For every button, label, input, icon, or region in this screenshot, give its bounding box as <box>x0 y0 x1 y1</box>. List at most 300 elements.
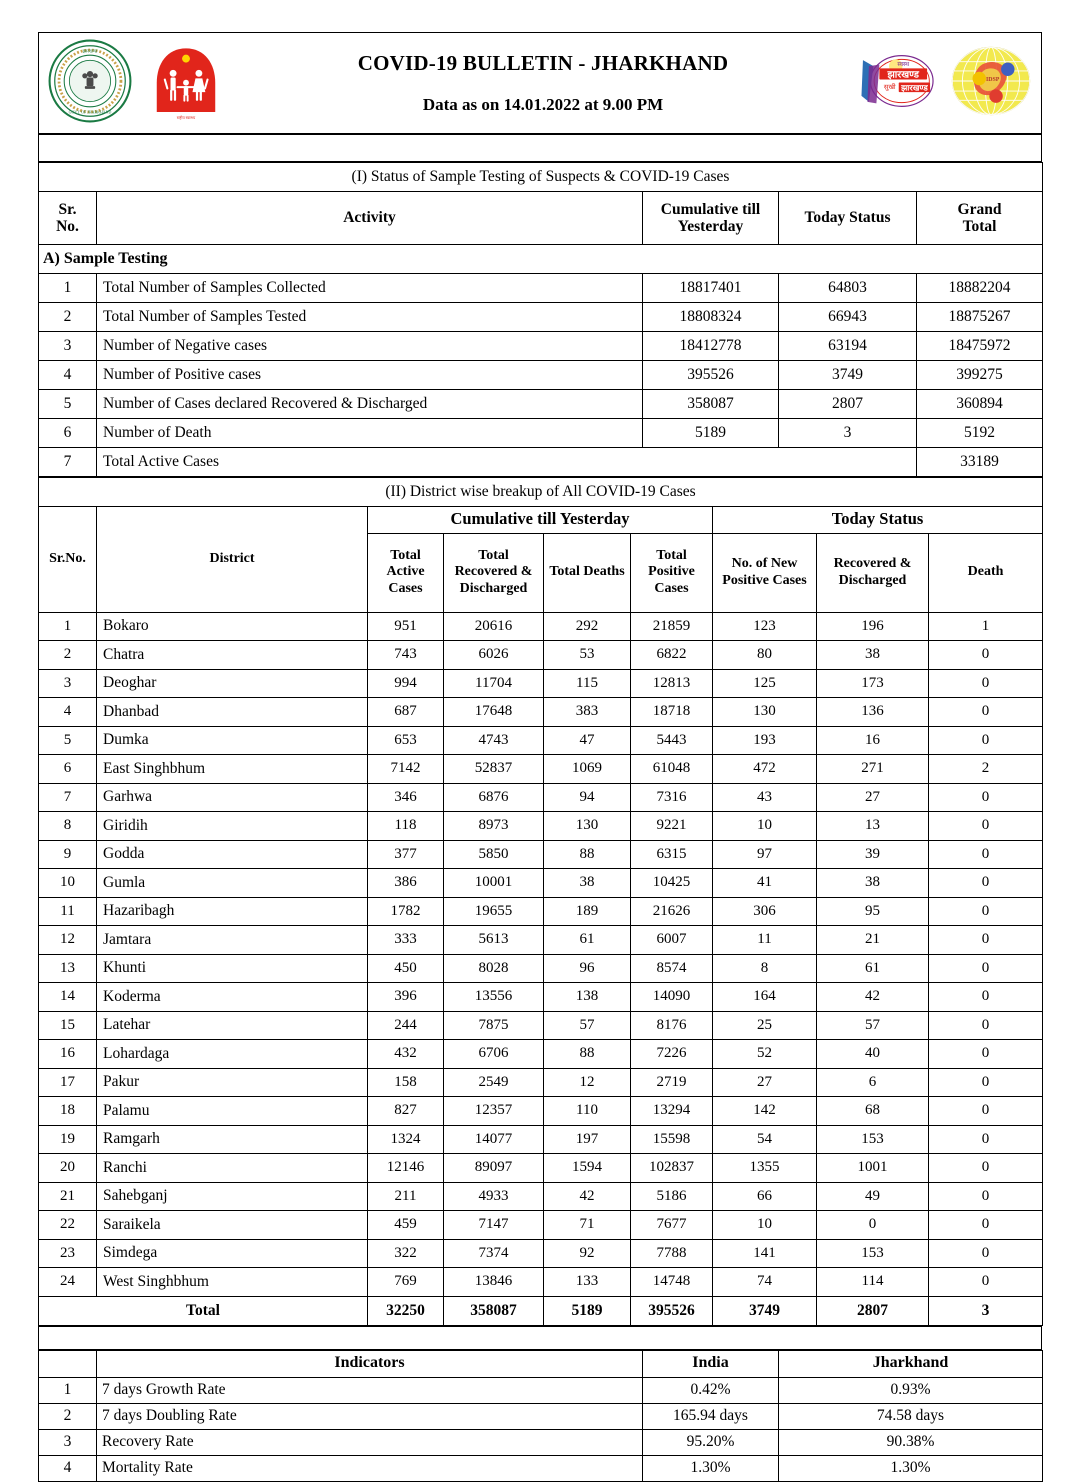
row-death-today: 0 <box>929 1239 1043 1268</box>
row-district-name: Lohardaga <box>97 1040 368 1069</box>
row-sr-no: 21 <box>39 1182 97 1211</box>
row-recovered-discharged-today: 153 <box>817 1125 929 1154</box>
table-row <box>39 274 1043 303</box>
row-jharkhand-value: 0.93% <box>779 1377 1043 1403</box>
row-total-active-cases: 653 <box>368 726 444 755</box>
row-grand-total: 5192 <box>917 419 1043 448</box>
row-total-positive-cases: 7677 <box>631 1211 713 1240</box>
row-sr-no: 1 <box>39 612 97 641</box>
row-new-positive-cases: 43 <box>713 783 817 812</box>
row-total-positive-cases: 6822 <box>631 641 713 670</box>
svg-text:राष्ट्रीय स्वास्थ्य: राष्ट्रीय स्वास्थ्य <box>176 115 196 120</box>
bulletin-title: COVID-19 BULLETIN - JHARKHAND <box>357 51 729 76</box>
row-sr-no: 14 <box>39 983 97 1012</box>
row-sr-no: 16 <box>39 1040 97 1069</box>
row-total-deaths: 38 <box>544 869 631 898</box>
group-header-today: Today Status <box>713 506 1043 533</box>
row-total-active-cases: 687 <box>368 698 444 727</box>
col-header-today-status: Today Status <box>779 192 917 245</box>
cumulative-line1: Cumulative till <box>660 200 761 218</box>
row-death-today: 0 <box>929 1268 1043 1297</box>
district-breakup-table <box>38 477 1043 1326</box>
row-total-positive-cases: 21859 <box>631 612 713 641</box>
row-indicator-name: 7 days Growth Rate <box>97 1377 643 1403</box>
gap-cell <box>39 1326 1042 1349</box>
row-new-positive-cases: 142 <box>713 1097 817 1126</box>
row-sr-no: 3 <box>39 332 97 361</box>
row-sr-no: 10 <box>39 869 97 898</box>
right-logo-group <box>857 39 1033 128</box>
row-total-deaths: 92 <box>544 1239 631 1268</box>
row-total-deaths: 96 <box>544 954 631 983</box>
section1-title-row <box>39 163 1043 192</box>
row-recovered-discharged-today: 1001 <box>817 1154 929 1183</box>
govt-jharkhand-emblem-logo <box>47 38 133 129</box>
row-district-name: Simdega <box>97 1239 368 1268</box>
col-header-sr-no: Sr.No. <box>39 506 97 612</box>
row-total-recovered-discharged: 89097 <box>444 1154 544 1183</box>
row-total-recovered-discharged: 6876 <box>444 783 544 812</box>
row-total-recovered-discharged: 13556 <box>444 983 544 1012</box>
table-row <box>39 641 1043 670</box>
row-total-deaths: 1069 <box>544 755 631 784</box>
row-indicator-name: 7 days Doubling Rate <box>97 1403 643 1429</box>
table-row <box>39 812 1043 841</box>
row-today: 2807 <box>779 390 917 419</box>
row-grand-total: 399275 <box>917 361 1043 390</box>
row-total-deaths: 115 <box>544 669 631 698</box>
total-recovered: 358087 <box>444 1296 544 1325</box>
row-activity: Total Number of Samples Collected <box>97 274 643 303</box>
row-grand-total: 18882204 <box>917 274 1043 303</box>
row-total-active-cases: 432 <box>368 1040 444 1069</box>
row-total-deaths: 57 <box>544 1011 631 1040</box>
col-header-cumulative <box>643 192 779 245</box>
row-total-positive-cases: 18718 <box>631 698 713 727</box>
table-row <box>39 726 1043 755</box>
row-total-active-cases: 7142 <box>368 755 444 784</box>
row-recovered-discharged-today: 271 <box>817 755 929 784</box>
district-total-row <box>39 1296 1043 1325</box>
col-header-recovered-discharged-today: Recovered & Discharged <box>817 533 929 612</box>
row-total-deaths: 383 <box>544 698 631 727</box>
row-sr-no: 7 <box>39 783 97 812</box>
row-total-active-cases: 377 <box>368 840 444 869</box>
row-india-value: 95.20% <box>643 1429 779 1455</box>
row-total-active-cases: 118 <box>368 812 444 841</box>
table-row-total-active <box>39 448 1043 477</box>
row-total-positive-cases: 14090 <box>631 983 713 1012</box>
row-death-today: 0 <box>929 1125 1043 1154</box>
table-row <box>39 698 1043 727</box>
row-jharkhand-value: 74.58 days <box>779 1403 1043 1429</box>
row-total-recovered-discharged: 20616 <box>444 612 544 641</box>
total-new-positive: 3749 <box>713 1296 817 1325</box>
row-sr-no: 1 <box>39 1377 97 1403</box>
table-row <box>39 1403 1043 1429</box>
row-new-positive-cases: 41 <box>713 869 817 898</box>
row-total-deaths: 42 <box>544 1182 631 1211</box>
row-sr-no: 3 <box>39 669 97 698</box>
row-new-positive-cases: 52 <box>713 1040 817 1069</box>
row-total-positive-cases: 21626 <box>631 897 713 926</box>
row-district-name: Palamu <box>97 1097 368 1126</box>
table-row <box>39 755 1043 784</box>
row-total-recovered-discharged: 2549 <box>444 1068 544 1097</box>
table-row <box>39 1429 1043 1455</box>
table-row <box>39 954 1043 983</box>
row-death-today: 0 <box>929 783 1043 812</box>
row-cumulative: 18817401 <box>643 274 779 303</box>
row-new-positive-cases: 193 <box>713 726 817 755</box>
row-sr-no: 3 <box>39 1429 97 1455</box>
col-header-grand-total <box>917 192 1043 245</box>
row-death-today: 0 <box>929 954 1043 983</box>
total-active: 32250 <box>368 1296 444 1325</box>
row-sr-no: 17 <box>39 1068 97 1097</box>
row-new-positive-cases: 130 <box>713 698 817 727</box>
row-death-today: 0 <box>929 698 1043 727</box>
row-total-deaths: 61 <box>544 926 631 955</box>
table-row <box>39 1268 1043 1297</box>
row-today: 3 <box>779 419 917 448</box>
row-district-name: East Singhbhum <box>97 755 368 784</box>
row-total-positive-cases: 13294 <box>631 1097 713 1126</box>
row-new-positive-cases: 306 <box>713 897 817 926</box>
col-header-indicators: Indicators <box>97 1350 643 1377</box>
row-sr-no: 22 <box>39 1211 97 1240</box>
row-recovered-discharged-today: 173 <box>817 669 929 698</box>
row-sr-no: 19 <box>39 1125 97 1154</box>
row-total-deaths: 1594 <box>544 1154 631 1183</box>
section2-title-row <box>39 478 1043 507</box>
group-header-cumulative: Cumulative till Yesterday <box>368 506 713 533</box>
table-row <box>39 897 1043 926</box>
row-new-positive-cases: 80 <box>713 641 817 670</box>
row-sr-no: 2 <box>39 303 97 332</box>
row-total-recovered-discharged: 6706 <box>444 1040 544 1069</box>
left-logo-group <box>47 38 229 129</box>
row-total-deaths: 189 <box>544 897 631 926</box>
row-new-positive-cases: 97 <box>713 840 817 869</box>
row-district-name: Saraikela <box>97 1211 368 1240</box>
row-sr-no: 18 <box>39 1097 97 1126</box>
row-district-name: Hazaribagh <box>97 897 368 926</box>
section1-subheading-row <box>39 245 1043 274</box>
row-total-recovered-discharged: 7147 <box>444 1211 544 1240</box>
row-new-positive-cases: 10 <box>713 812 817 841</box>
row-district-name: Dhanbad <box>97 698 368 727</box>
row-sr-no: 9 <box>39 840 97 869</box>
header-title-block <box>229 51 857 115</box>
row-total-deaths: 47 <box>544 726 631 755</box>
col-header-total-deaths: Total Deaths <box>544 533 631 612</box>
table-row <box>39 1068 1043 1097</box>
row-total-recovered-discharged: 10001 <box>444 869 544 898</box>
table-row <box>39 669 1043 698</box>
row-recovered-discharged-today: 95 <box>817 897 929 926</box>
row-district-name: Ranchi <box>97 1154 368 1183</box>
row-cumulative: 18412778 <box>643 332 779 361</box>
row-death-today: 0 <box>929 983 1043 1012</box>
row-total-recovered-discharged: 6026 <box>444 641 544 670</box>
row-total-deaths: 71 <box>544 1211 631 1240</box>
sr-no-line2: No. <box>56 218 79 235</box>
row-total-recovered-discharged: 8028 <box>444 954 544 983</box>
row-death-today: 0 <box>929 1154 1043 1183</box>
row-today: 3749 <box>779 361 917 390</box>
row-recovered-discharged-today: 16 <box>817 726 929 755</box>
row-sr-no: 2 <box>39 1403 97 1429</box>
row-death-today: 2 <box>929 755 1043 784</box>
row-new-positive-cases: 25 <box>713 1011 817 1040</box>
row-total-positive-cases: 102837 <box>631 1154 713 1183</box>
row-total-deaths: 130 <box>544 812 631 841</box>
row-sr-no: 24 <box>39 1268 97 1297</box>
row-sr-no: 13 <box>39 954 97 983</box>
table-row <box>39 332 1043 361</box>
row-recovered-discharged-today: 27 <box>817 783 929 812</box>
row-total-positive-cases: 10425 <box>631 869 713 898</box>
row-total-recovered-discharged: 5613 <box>444 926 544 955</box>
row-total-active-cases: 322 <box>368 1239 444 1268</box>
row-new-positive-cases: 10 <box>713 1211 817 1240</box>
row-recovered-discharged-today: 6 <box>817 1068 929 1097</box>
table-row <box>39 869 1043 898</box>
svg-text:झारखण्ड: झारखण्ड <box>887 69 919 81</box>
row-district-name: Koderma <box>97 983 368 1012</box>
row-death-today: 0 <box>929 897 1043 926</box>
row-total-deaths: 53 <box>544 641 631 670</box>
svg-text:IDSP: IDSP <box>986 76 1000 83</box>
row-death-today: 0 <box>929 1211 1043 1240</box>
row-total-active-cases: 951 <box>368 612 444 641</box>
row-total-positive-cases: 8176 <box>631 1011 713 1040</box>
table-row <box>39 840 1043 869</box>
row-new-positive-cases: 141 <box>713 1239 817 1268</box>
row-death-today: 0 <box>929 926 1043 955</box>
table-row <box>39 1455 1043 1481</box>
row-sr-no: 2 <box>39 641 97 670</box>
row-activity: Total Number of Samples Tested <box>97 303 643 332</box>
row-total-recovered-discharged: 19655 <box>444 897 544 926</box>
row-district-name: Jamtara <box>97 926 368 955</box>
header-banner <box>39 33 1042 134</box>
total-label: Total <box>39 1296 368 1325</box>
row-sr-no: 15 <box>39 1011 97 1040</box>
svg-text:सुखी: सुखी <box>883 83 896 91</box>
col-header-activity: Activity <box>97 192 643 245</box>
row-recovered-discharged-today: 40 <box>817 1040 929 1069</box>
table-row <box>39 926 1043 955</box>
row-total-deaths: 94 <box>544 783 631 812</box>
row-total-recovered-discharged: 14077 <box>444 1125 544 1154</box>
row-grand-total: 18475972 <box>917 332 1043 361</box>
row-total-positive-cases: 7226 <box>631 1040 713 1069</box>
row-total-deaths: 197 <box>544 1125 631 1154</box>
row-indicator-name: Mortality Rate <box>97 1455 643 1481</box>
row-death-today: 0 <box>929 726 1043 755</box>
row-district-name: Giridih <box>97 812 368 841</box>
row-cumulative: 18808324 <box>643 303 779 332</box>
row-activity: Number of Positive cases <box>97 361 643 390</box>
row-recovered-discharged-today: 39 <box>817 840 929 869</box>
row-recovered-discharged-today: 42 <box>817 983 929 1012</box>
row-death-today: 0 <box>929 669 1043 698</box>
row-total-active-cases: 158 <box>368 1068 444 1097</box>
row-total-active-cases: 1324 <box>368 1125 444 1154</box>
header-table <box>38 32 1042 134</box>
table-row <box>39 390 1043 419</box>
row-total-positive-cases: 15598 <box>631 1125 713 1154</box>
table-row <box>39 1040 1043 1069</box>
row-total-active-cases: 459 <box>368 1211 444 1240</box>
row-total-positive-cases: 7788 <box>631 1239 713 1268</box>
header-spacer-table <box>38 134 1042 162</box>
svg-text:GOVT. OF JHARKHAND: GOVT. OF JHARKHAND <box>68 109 112 115</box>
row-total-recovered-discharged: 13846 <box>444 1268 544 1297</box>
total-recovered-today: 2807 <box>817 1296 929 1325</box>
row-cumulative: 358087 <box>643 390 779 419</box>
row-total-recovered-discharged: 7875 <box>444 1011 544 1040</box>
national-health-mission-logo <box>143 38 229 129</box>
grand-line2: Total <box>962 218 997 235</box>
row-recovered-discharged-today: 57 <box>817 1011 929 1040</box>
row-total-recovered-discharged: 8973 <box>444 812 544 841</box>
row-total-positive-cases: 2719 <box>631 1068 713 1097</box>
row-recovered-discharged-today: 196 <box>817 612 929 641</box>
row-total-positive-cases: 7316 <box>631 783 713 812</box>
row-activity: Number of Negative cases <box>97 332 643 361</box>
row-district-name: Garhwa <box>97 783 368 812</box>
table-row <box>39 1097 1043 1126</box>
row-total-positive-cases: 14748 <box>631 1268 713 1297</box>
row-death-today: 0 <box>929 840 1043 869</box>
row-total-active-cases: 743 <box>368 641 444 670</box>
indicators-header-row <box>39 1350 1043 1377</box>
row-total-positive-cases: 9221 <box>631 812 713 841</box>
svg-text:स्वस्थ: स्वस्थ <box>897 61 910 68</box>
row-recovered-discharged-today: 49 <box>817 1182 929 1211</box>
row-cumulative: 5189 <box>643 419 779 448</box>
section2-group-header-row <box>39 506 1043 533</box>
swasth-jharkhand-logo <box>857 40 939 127</box>
table-row <box>39 1154 1043 1183</box>
row-recovered-discharged-today: 0 <box>817 1211 929 1240</box>
table-row <box>39 303 1043 332</box>
row-total-active-cases: 396 <box>368 983 444 1012</box>
row-today: 64803 <box>779 274 917 303</box>
row-total-deaths: 292 <box>544 612 631 641</box>
row-sr-no: 11 <box>39 897 97 926</box>
row-grand-total: 18875267 <box>917 303 1043 332</box>
row-sr-no: 4 <box>39 698 97 727</box>
sample-testing-table <box>38 162 1043 477</box>
bulletin-subtitle: Data as on 14.01.2022 at 9.00 PM <box>422 95 664 115</box>
row-new-positive-cases: 1355 <box>713 1154 817 1183</box>
row-recovered-discharged-today: 21 <box>817 926 929 955</box>
col-header-district: District <box>97 506 368 612</box>
row-district-name: Deoghar <box>97 669 368 698</box>
row-total-active-cases: 1782 <box>368 897 444 926</box>
row-death-today: 1 <box>929 612 1043 641</box>
row-total-recovered-discharged: 12357 <box>444 1097 544 1126</box>
row-total-deaths: 88 <box>544 840 631 869</box>
section1-header-row <box>39 192 1043 245</box>
cumulative-line2: Yesterday <box>677 218 744 235</box>
table-row <box>39 983 1043 1012</box>
row-new-positive-cases: 54 <box>713 1125 817 1154</box>
table-row <box>39 361 1043 390</box>
row-total-positive-cases: 5443 <box>631 726 713 755</box>
row-total-positive-cases: 6007 <box>631 926 713 955</box>
row-total-active-cases: 211 <box>368 1182 444 1211</box>
row-total-deaths: 88 <box>544 1040 631 1069</box>
row-sr-no: 6 <box>39 755 97 784</box>
section-gap-table <box>38 1326 1042 1350</box>
row-total-recovered-discharged: 4933 <box>444 1182 544 1211</box>
row-activity: Total Active Cases <box>97 448 917 477</box>
col-header-total-positive-cases: Total Positive Cases <box>631 533 713 612</box>
row-recovered-discharged-today: 153 <box>817 1239 929 1268</box>
row-district-name: Bokaro <box>97 612 368 641</box>
row-sr-no: 12 <box>39 926 97 955</box>
indicator-rows-body <box>39 1377 1043 1481</box>
total-deaths: 5189 <box>544 1296 631 1325</box>
sr-no-line1: Sr. <box>58 200 77 218</box>
row-new-positive-cases: 27 <box>713 1068 817 1097</box>
svg-text:झारखण्ड: झारखण्ड <box>901 82 928 92</box>
col-header-total-active-cases: Total Active Cases <box>368 533 444 612</box>
row-new-positive-cases: 8 <box>713 954 817 983</box>
row-district-name: Latehar <box>97 1011 368 1040</box>
row-total-recovered-discharged: 5850 <box>444 840 544 869</box>
row-death-today: 0 <box>929 812 1043 841</box>
row-jharkhand-value: 90.38% <box>779 1429 1043 1455</box>
row-cumulative: 395526 <box>643 361 779 390</box>
row-total-positive-cases: 5186 <box>631 1182 713 1211</box>
row-total-active-cases: 346 <box>368 783 444 812</box>
row-district-name: Khunti <box>97 954 368 983</box>
row-sr-no: 23 <box>39 1239 97 1268</box>
row-total-active-cases: 450 <box>368 954 444 983</box>
row-today: 66943 <box>779 303 917 332</box>
row-total-recovered-discharged: 7374 <box>444 1239 544 1268</box>
grand-line1: Grand <box>957 200 1002 218</box>
row-activity: Number of Death <box>97 419 643 448</box>
section2-title: (II) District wise breakup of All COVID-19 Cases <box>39 478 1043 507</box>
row-sr-no: 7 <box>39 448 97 477</box>
row-jharkhand-value: 1.30% <box>779 1455 1043 1481</box>
row-new-positive-cases: 123 <box>713 612 817 641</box>
table-row <box>39 1377 1043 1403</box>
row-total-positive-cases: 61048 <box>631 755 713 784</box>
row-death-today: 0 <box>929 1097 1043 1126</box>
row-sr-no: 20 <box>39 1154 97 1183</box>
row-recovered-discharged-today: 38 <box>817 869 929 898</box>
row-district-name: Ramgarh <box>97 1125 368 1154</box>
row-total-recovered-discharged: 11704 <box>444 669 544 698</box>
row-total-active-cases: 386 <box>368 869 444 898</box>
row-death-today: 0 <box>929 1040 1043 1069</box>
row-total-active-cases: 769 <box>368 1268 444 1297</box>
row-death-today: 0 <box>929 1182 1043 1211</box>
section1-title: (I) Status of Sample Testing of Suspects & COVID-19 Cases <box>39 163 1043 192</box>
row-death-today: 0 <box>929 1011 1043 1040</box>
total-death-today: 3 <box>929 1296 1043 1325</box>
row-total-recovered-discharged: 52837 <box>444 755 544 784</box>
col-header-new-positive-cases: No. of New Positive Cases <box>713 533 817 612</box>
